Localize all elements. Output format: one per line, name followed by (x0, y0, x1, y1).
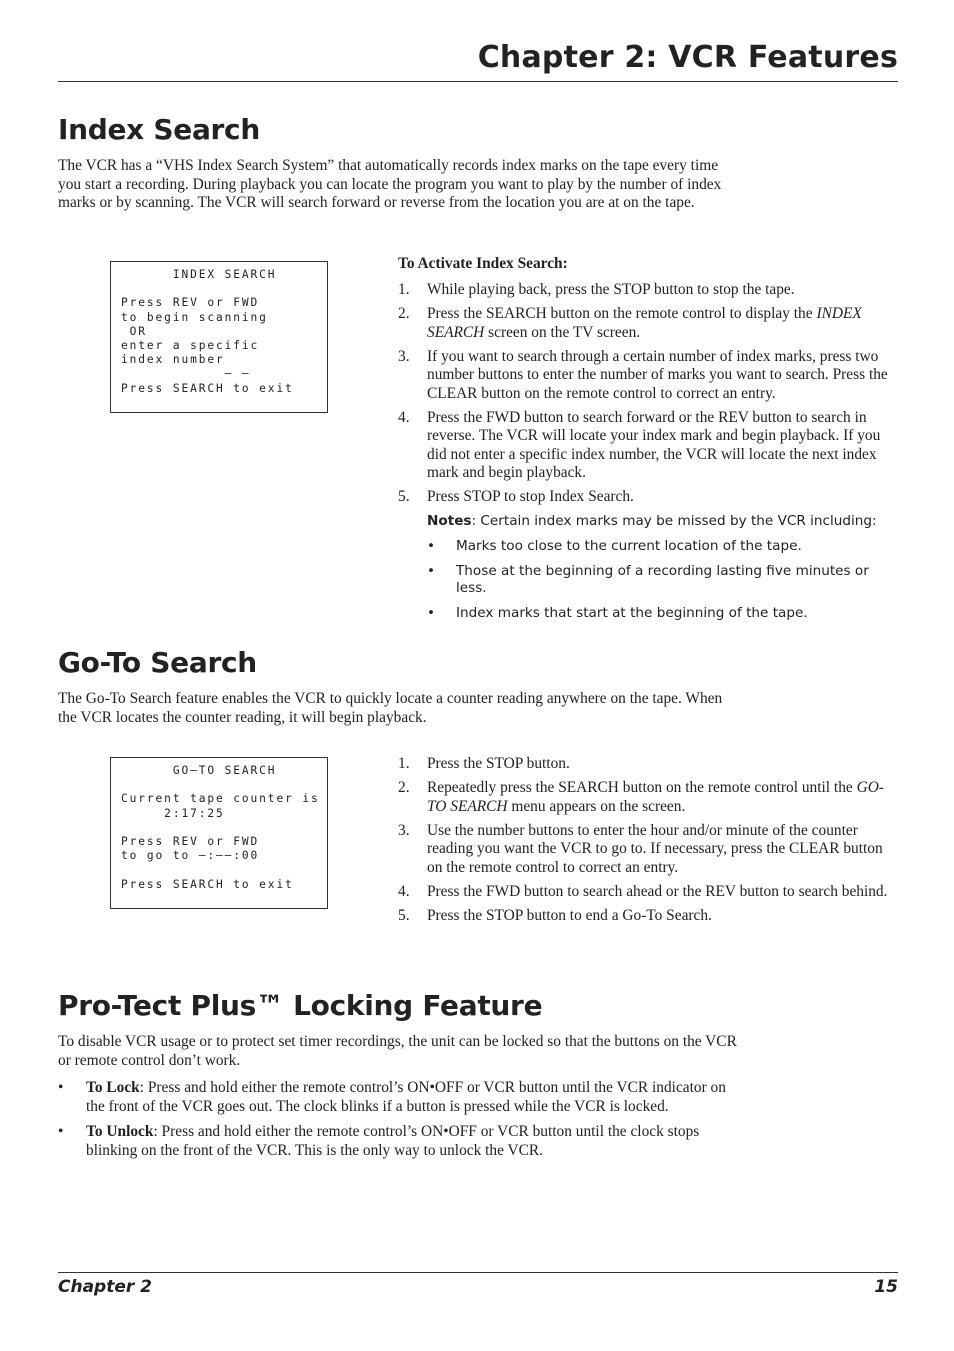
index-search-screen-text: INDEX SEARCH Press REV or FWD to begin scanning OR enter a specific index number — — Press SEARCH to exit (121, 268, 294, 395)
list-item: 5. Press STOP to stop Index Search. (398, 488, 634, 505)
list-item: • Those at the beginning of a recording lasting five minutes or less. (427, 562, 869, 596)
chapter-title: Chapter 2: VCR Features (477, 40, 898, 75)
footer-chapter: Chapter 2 (58, 1277, 153, 1297)
index-search-steps (398, 281, 894, 507)
notes-list (427, 538, 894, 622)
header-rule (58, 81, 898, 82)
list-item: 4. Press the FWD button to search forward or the REV button to search in reverse. The VCR will locate your index mark and begin playback. If you did not enter a specific index number, the VCR will locate the next index mark and begin playback. (398, 408, 881, 481)
protect-heading: Pro-Tect Plus™ Locking Feature (58, 989, 543, 1022)
list-item: • Index marks that start at the beginning of the tape. (427, 604, 808, 621)
goto-search-steps (398, 755, 894, 925)
list-item: 3. Use the number buttons to enter the hour and/or minute of the counter reading you want the VCR to go to. If necessary, press the CLEAR button on the remote control to correct an entry. (398, 821, 883, 876)
index-search-instructions (398, 255, 894, 630)
list-item: • To Unlock: Press and hold either the remote control’s ON•OFF or VCR button until the clock stops blinking on the front of the VCR. This is the only way to unlock the VCR. (58, 1123, 700, 1159)
notes-paragraph: Notes: Certain index marks may be missed by the VCR including: (427, 512, 877, 529)
list-item: 1. While playing back, press the STOP button to stop the tape. (398, 281, 795, 298)
index-search-intro: The VCR has a “VHS Index Search System” that automatically records index marks on the tape every time you start a recording. During playback you can locate the program you want to play by the number of index marks or by scanning. The VCR will search forward or reverse from the location you are at on the tape. (58, 157, 722, 211)
list-item: 2. Press the SEARCH button on the remote control to display the INDEX SEARCH screen on the TV screen. (398, 305, 862, 341)
footer-rule (58, 1272, 898, 1273)
index-search-heading: Index Search (58, 113, 260, 146)
index-search-subheading: To Activate Index Search: (398, 255, 568, 272)
goto-search-intro: The Go-To Search feature enables the VCR to quickly locate a counter reading anywhere on the tape. When the VCR locates the counter reading, it will begin playback. (58, 690, 723, 726)
list-item: 1. Press the STOP button. (398, 755, 570, 772)
list-item: 3. If you want to search through a certain number of index marks, press two number buttons to enter the number of marks you want to search. Press the CLEAR button on the remote control to correct an entry. (398, 347, 888, 402)
list-item: 4. Press the FWD button to search ahead or the REV button to search behind. (398, 882, 888, 900)
list-item: • Marks too close to the current location of the tape. (427, 537, 802, 554)
page-number: 15 (874, 1277, 898, 1297)
list-item: 2. Repeatedly press the SEARCH button on the remote control until the GO-TO SEARCH menu appears on the screen. (398, 779, 884, 815)
list-item: 5. Press the STOP button to end a Go-To Search. (398, 906, 712, 924)
goto-search-heading: Go-To Search (58, 646, 257, 679)
protect-intro: To disable VCR usage or to protect set timer recordings, the unit can be locked so that the buttons on the VCR or remote control don’t work. (58, 1033, 737, 1069)
goto-search-instructions (398, 755, 894, 931)
list-item: • To Lock: Press and hold either the remote control’s ON•OFF or VCR button until the VCR indicator on the front of the VCR goes out. The clock blinks if a button is pressed while the VCR is locked. (58, 1079, 726, 1115)
index-search-screen (110, 261, 328, 413)
goto-search-screen (110, 757, 328, 909)
protect-list (58, 1079, 738, 1167)
goto-search-screen-text: GO–TO SEARCH Current tape counter is 2:17:25 Press REV or FWD to go to –:––:00 Press SEARCH to exit (121, 764, 320, 891)
